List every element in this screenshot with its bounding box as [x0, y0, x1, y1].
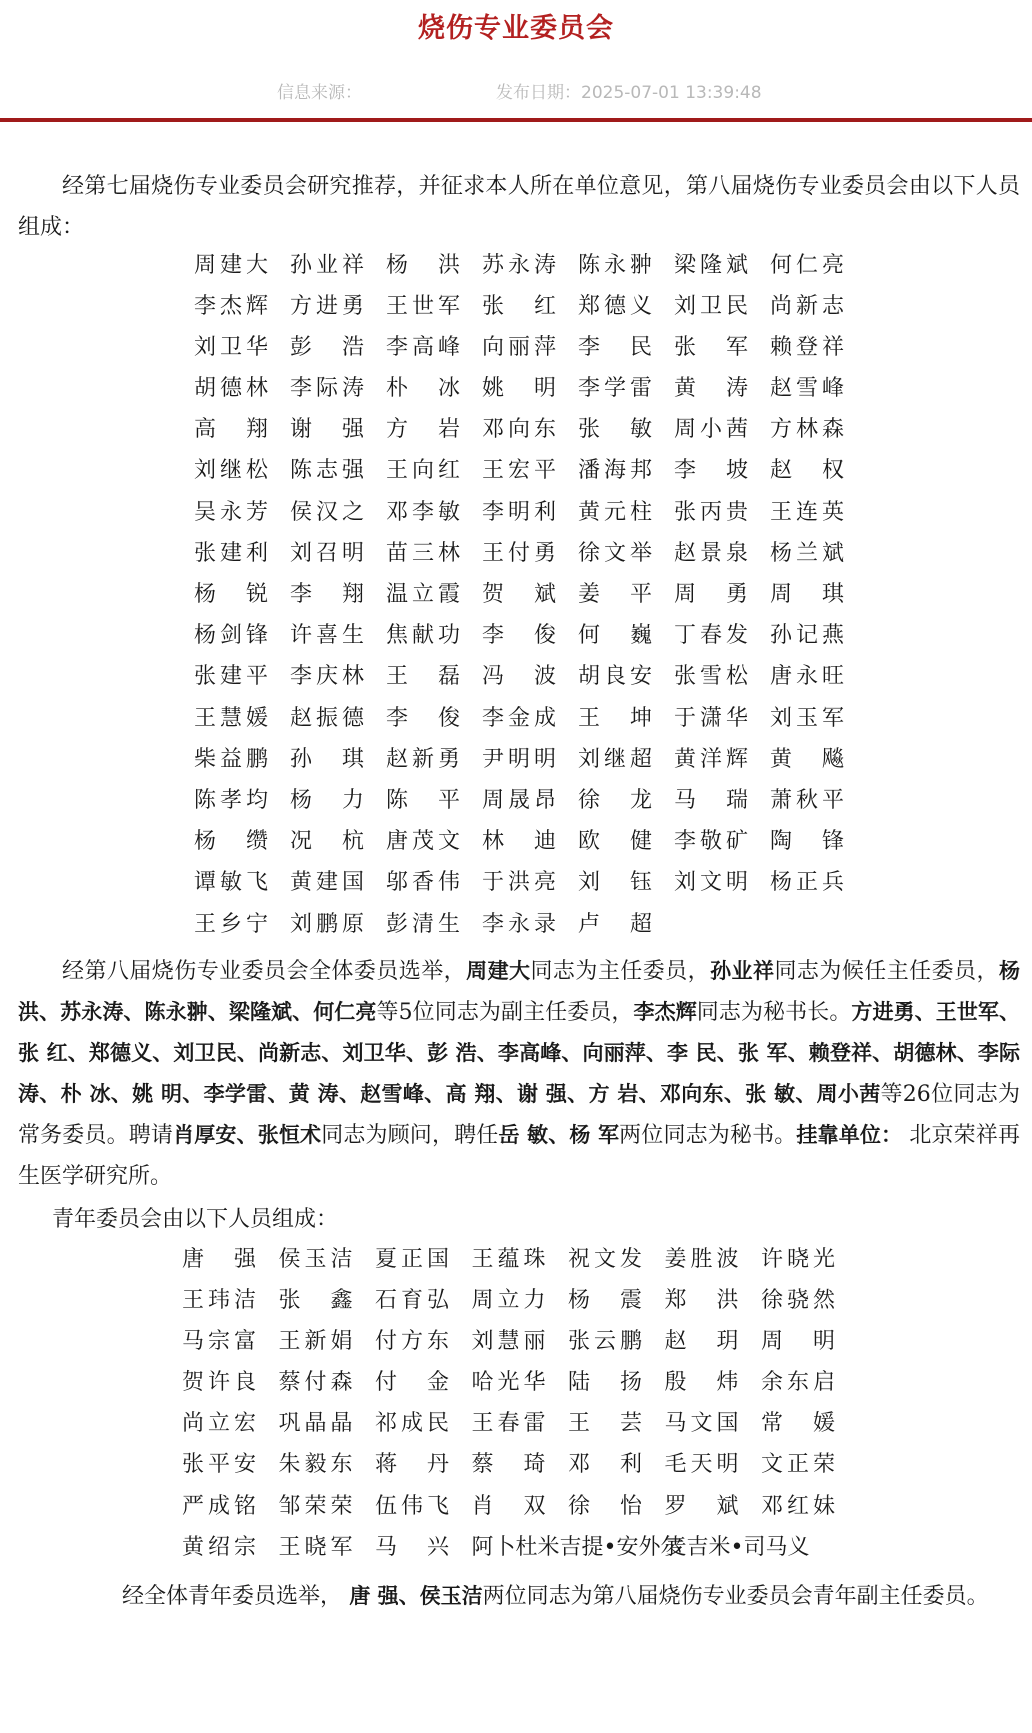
member-name: 温 立 霞	[386, 582, 460, 607]
member-name: 李 际 涛	[290, 376, 364, 402]
member-name: 刘 卫 华	[194, 334, 268, 360]
standing-member-names: 方进勇、王世军、张 红、郑德义、刘卫民、尚新志、刘卫华、彭 浩、李高峰、向丽萍、李 民、张 军、赖登祥、胡德林、李际涛、朴 冰、姚 明、李学雷、黄 涛、赵雪峰、高 翔、谢 强、方 岩、邓向东、张 敏、周小茜	[18, 1000, 1021, 1106]
youth-member-name: 马 兴	[375, 1534, 449, 1560]
member-name: 陈 平	[386, 787, 460, 813]
member-name: 赵 雪 峰	[770, 376, 844, 402]
member-name: 张 红	[482, 293, 556, 319]
member-name: 孙 琪	[290, 746, 364, 772]
member-name: 刘 卫 民	[674, 293, 748, 319]
header-divider	[0, 118, 1032, 122]
chair-candidate-name: 孙业祥	[710, 959, 775, 983]
member-name: 周 勇	[674, 582, 748, 607]
youth-member-name: 朱 毅 东	[278, 1452, 353, 1478]
member-name: 黄 建 国	[290, 870, 364, 896]
member-name: 张 建 利	[194, 540, 268, 566]
member-name: 王 世 军	[386, 293, 460, 319]
youth-member-name: 伍 伟 飞	[375, 1493, 449, 1519]
youth-member-name: 郑 洪	[664, 1287, 739, 1313]
vice-chair-names: 杨 洪、苏永涛、陈永翀、梁隆斌、何仁亮	[18, 959, 1020, 1024]
member-name: 黄 飚	[770, 746, 844, 772]
member-name: 李 翔	[290, 582, 364, 607]
member-name: 杨 洪	[386, 252, 460, 278]
youth-member-name: 蔡 付 森	[278, 1370, 353, 1396]
member-name: 刘 鹏 原	[290, 911, 364, 937]
member-name: 杨 锐	[194, 582, 268, 607]
member-name: 况 杭	[290, 829, 364, 855]
member-name: 许 喜 生	[290, 623, 364, 649]
youth-member-name: 祁 成 民	[375, 1411, 449, 1437]
member-name: 柴 益 鹏	[194, 746, 268, 772]
member-name: 何 仁 亮	[770, 252, 844, 278]
youth-member-name: 王 春 雷	[471, 1411, 546, 1437]
member-name: 张 建 平	[194, 664, 268, 690]
youth-election-text: 两位同志为第八届烧伤专业委员会青年副主任委员。	[482, 1584, 989, 1609]
election-text: 两位同志为秘书。	[619, 1123, 797, 1148]
youth-member-name: 侯 玉 洁	[278, 1246, 353, 1272]
member-name: 杨 缵	[194, 829, 268, 855]
member-name: 吴 永 芳	[194, 499, 268, 525]
youth-member-name: 夏 正 国	[375, 1246, 449, 1272]
youth-member-name: 麦吉米•司马义	[664, 1534, 810, 1560]
member-name: 贺 斌	[482, 582, 556, 607]
youth-member-name: 张 平 安	[182, 1452, 256, 1478]
member-name: 张 军	[674, 334, 748, 360]
member-name: 杨 力	[290, 787, 364, 813]
member-name: 孙 业 祥	[290, 252, 364, 278]
youth-member-name: 付 方 东	[375, 1328, 449, 1354]
youth-election-paragraph	[18, 1576, 1020, 1617]
member-name: 王 宏 平	[482, 458, 556, 484]
election-text: 同志为候任主任委员，	[774, 959, 999, 984]
youth-member-name: 张 鑫	[278, 1287, 353, 1313]
youth-member-name: 唐 强	[182, 1246, 256, 1272]
youth-member-name: 张 云 鹏	[568, 1328, 642, 1354]
member-name: 唐 永 旺	[770, 664, 844, 690]
youth-member-name: 姜 胜 波	[664, 1246, 739, 1272]
youth-member-name: 许 晓 光	[761, 1246, 835, 1272]
youth-member-name: 周 明	[761, 1328, 835, 1354]
member-name: 周 建 大	[194, 252, 268, 278]
member-name: 周 小 茜	[674, 417, 748, 443]
member-name: 尚 新 志	[770, 293, 844, 319]
member-name: 李 俊	[386, 705, 460, 731]
member-name: 朴 冰	[386, 376, 460, 402]
member-name: 刘 召 明	[290, 540, 364, 566]
youth-member-name: 王 玮 洁	[182, 1287, 256, 1313]
secretary-names: 岳 敏、杨 军	[498, 1123, 620, 1147]
member-name: 潘 海 邦	[578, 458, 652, 484]
member-name: 邬 香 伟	[386, 870, 460, 896]
member-name: 王 坤	[578, 705, 652, 731]
member-name: 李 杰 辉	[194, 293, 268, 319]
member-name: 方 进 勇	[290, 293, 364, 319]
election-text: 同志为秘书长。	[696, 1000, 852, 1025]
youth-member-name: 周 立 力	[471, 1287, 546, 1313]
host-unit-name: 北京荣祥再生医学研究所。	[18, 1123, 1020, 1189]
member-name: 陈 孝 均	[194, 787, 268, 813]
member-name: 姚 明	[482, 376, 556, 402]
youth-member-name: 常 媛	[761, 1411, 835, 1437]
member-name: 胡 德 林	[194, 376, 268, 402]
member-name: 李 庆 林	[290, 664, 364, 690]
youth-election-text: 经全体青年委员选举，	[122, 1584, 343, 1609]
member-name: 王 连 英	[770, 499, 844, 525]
advisor-names: 肖厚安、张恒术	[173, 1123, 322, 1147]
member-name: 卢 超	[578, 911, 652, 937]
publish-date: 发布日期：2025-07-01 13:39:48	[496, 83, 762, 103]
member-name: 黄 元 柱	[578, 499, 652, 525]
youth-member-name: 罗 斌	[664, 1493, 739, 1519]
youth-member-name: 邓 利	[568, 1452, 642, 1478]
youth-member-name: 肖 双	[471, 1493, 546, 1519]
youth-member-name: 徐 怡	[568, 1493, 642, 1519]
member-name: 张 丙 贵	[674, 499, 748, 525]
youth-vice-chair-names: 唐 强、侯玉洁	[342, 1584, 483, 1608]
member-name: 黄 洋 辉	[674, 746, 748, 772]
youth-member-name: 陆 扬	[568, 1370, 642, 1396]
member-name: 赵 新 勇	[386, 746, 460, 772]
member-name: 欧 健	[578, 829, 652, 855]
member-name: 苏 永 涛	[482, 252, 556, 278]
member-name: 刘 继 松	[194, 458, 268, 484]
member-name: 赵 权	[770, 458, 844, 484]
member-name: 李 高 峰	[386, 334, 460, 360]
intro-paragraph: 经第七届烧伤专业委员会研究推荐，并征求本人所在单位意见，第八届烧伤专业委员会由以下人员组成：	[18, 174, 1020, 240]
page-title: 烧伤专业委员会	[418, 13, 614, 44]
member-name: 陈 志 强	[290, 458, 364, 484]
member-name: 方 岩	[386, 417, 460, 443]
youth-member-name: 巩 晶 晶	[278, 1411, 353, 1437]
member-name: 赖 登 祥	[770, 334, 844, 360]
member-name: 张 雪 松	[674, 664, 748, 690]
election-text: 等26位同志为常务委员。聘请	[18, 1082, 1020, 1148]
member-name: 周 晟 昂	[482, 787, 556, 813]
member-name: 王 慧 媛	[194, 705, 268, 731]
member-name: 陶 锋	[770, 829, 844, 855]
youth-member-name: 马 文 国	[664, 1411, 739, 1437]
member-name: 徐 文 举	[578, 540, 652, 566]
youth-member-name: 赵 玥	[664, 1328, 739, 1354]
member-name: 邓 李 敏	[386, 499, 460, 525]
member-name: 于 潇 华	[674, 705, 748, 731]
member-name: 方 林 森	[770, 417, 844, 443]
youth-intro: 青年委员会由以下人员组成：	[52, 1207, 339, 1232]
youth-member-name: 阿卜杜米吉提•安外尔	[471, 1534, 683, 1560]
host-unit-label: 挂靠单位：	[796, 1123, 903, 1147]
youth-member-name: 余 东 启	[761, 1370, 835, 1396]
member-list	[194, 248, 866, 948]
member-name: 林 迪	[482, 829, 556, 855]
member-name: 高 翔	[194, 417, 268, 443]
election-text: 同志为顾问，聘任	[321, 1123, 499, 1148]
member-name: 丁 春 发	[674, 623, 748, 649]
member-name: 赵 振 德	[290, 705, 364, 731]
member-name: 杨 正 兵	[770, 870, 844, 896]
member-name: 李 明 利	[482, 499, 556, 525]
member-name: 谢 强	[290, 417, 364, 443]
youth-member-name: 严 成 铭	[182, 1493, 256, 1519]
member-name: 苗 三 林	[386, 540, 460, 566]
member-name: 陈 永 翀	[578, 252, 652, 278]
youth-member-name: 徐 骁 然	[761, 1287, 835, 1313]
member-name: 赵 景 泉	[674, 540, 748, 566]
member-name: 姜 平	[578, 582, 652, 607]
youth-member-name: 蒋 丹	[375, 1452, 449, 1478]
info-source: 信息来源：	[277, 83, 362, 103]
member-name: 孙 记 燕	[770, 623, 844, 649]
member-name: 李 学 雷	[578, 376, 652, 402]
member-name: 邓 向 东	[482, 417, 556, 443]
youth-member-list	[182, 1242, 858, 1572]
election-text: 经第八届烧伤专业委员会全体委员选举，	[62, 959, 467, 984]
youth-member-name: 文 正 荣	[761, 1452, 835, 1478]
member-name: 彭 浩	[290, 334, 364, 360]
member-name: 周 琪	[770, 582, 844, 607]
member-name: 杨 兰 斌	[770, 540, 844, 566]
youth-member-name: 王 蕴 珠	[471, 1246, 546, 1272]
member-name: 刘 玉 军	[770, 705, 844, 731]
youth-member-name: 尚 立 宏	[182, 1411, 256, 1437]
member-name: 杨 剑 锋	[194, 623, 268, 649]
member-name: 徐 龙	[578, 787, 652, 813]
youth-member-name: 石 育 弘	[375, 1287, 449, 1313]
member-name: 张 敏	[578, 417, 652, 443]
chair-name: 周建大	[466, 959, 531, 983]
youth-member-name: 殷 炜	[664, 1370, 739, 1396]
member-name: 李 敬 矿	[674, 829, 748, 855]
member-name: 唐 茂 文	[386, 829, 460, 855]
member-name: 马 瑞	[674, 787, 748, 813]
youth-member-name: 付 金	[375, 1370, 449, 1396]
member-name: 萧 秋 平	[770, 787, 844, 813]
youth-member-name: 邓 红 妹	[761, 1493, 835, 1519]
member-name: 李 民	[578, 334, 652, 360]
member-name: 刘 钰	[578, 870, 652, 896]
election-paragraph	[18, 951, 1020, 1197]
youth-member-name: 马 宗 富	[182, 1328, 256, 1354]
member-name: 王 乡 宁	[194, 911, 268, 937]
member-name: 侯 汉 之	[290, 499, 364, 525]
member-name: 黄 涛	[674, 376, 748, 402]
member-name: 胡 良 安	[578, 664, 652, 690]
youth-member-name: 毛 天 明	[664, 1452, 739, 1478]
youth-member-name: 祝 文 发	[568, 1246, 642, 1272]
member-name: 何 巍	[578, 623, 652, 649]
youth-member-name: 蔡 琦	[471, 1452, 546, 1478]
youth-member-name: 刘 慧 丽	[471, 1328, 546, 1354]
member-name: 冯 波	[482, 664, 556, 690]
member-name: 李 坡	[674, 458, 748, 484]
youth-member-name: 杨 震	[568, 1287, 642, 1313]
member-name: 郑 德 义	[578, 293, 652, 319]
youth-member-name: 王 晓 军	[278, 1534, 353, 1560]
member-name: 于 洪 亮	[482, 870, 556, 896]
member-name: 尹 明 明	[482, 746, 556, 772]
election-text: 等5位同志为副主任委员，	[376, 1000, 634, 1025]
member-name: 梁 隆 斌	[674, 252, 748, 278]
member-name: 彭 清 生	[386, 911, 460, 937]
youth-member-name: 贺 许 良	[182, 1370, 256, 1396]
youth-member-name: 王 芸	[568, 1411, 642, 1437]
member-name: 谭 敏 飞	[194, 870, 268, 896]
member-name: 李 俊	[482, 623, 556, 649]
secretary-general-name: 李杰辉	[633, 1000, 697, 1024]
member-name: 焦 献 功	[386, 623, 460, 649]
youth-member-name: 黄 绍 宗	[182, 1534, 256, 1560]
member-name: 刘 继 超	[578, 746, 652, 772]
youth-member-name: 邹 荣 荣	[278, 1493, 353, 1519]
member-name: 李 金 成	[482, 705, 556, 731]
member-name: 王 付 勇	[482, 540, 556, 566]
election-text: 同志为主任委员，	[530, 959, 711, 984]
member-name: 王 向 红	[386, 458, 460, 484]
member-name: 向 丽 萍	[482, 334, 556, 360]
youth-member-name: 王 新 娟	[278, 1328, 353, 1354]
youth-member-name: 哈 光 华	[471, 1370, 546, 1396]
member-name: 王 磊	[386, 664, 460, 690]
member-name: 刘 文 明	[674, 870, 748, 896]
member-name: 李 永 录	[482, 911, 556, 937]
